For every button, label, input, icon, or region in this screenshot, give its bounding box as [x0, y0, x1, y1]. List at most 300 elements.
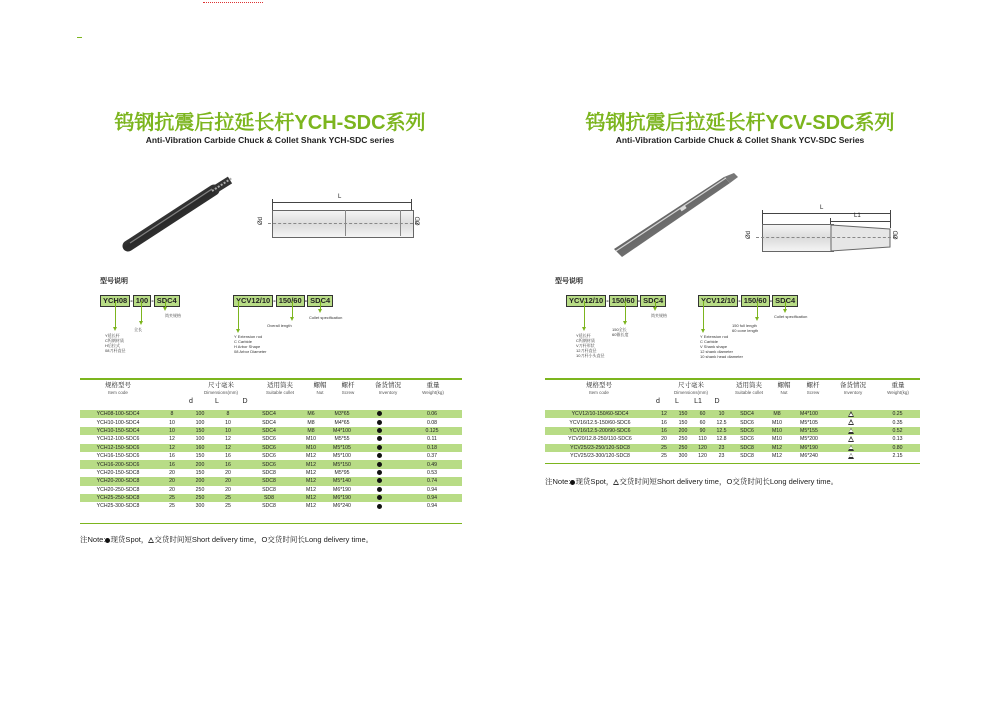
- th-weight: 重量 Weight(kg): [887, 382, 909, 395]
- right-title: 钨钢抗震后拉延长杆YCV-SDC系列: [585, 112, 895, 134]
- th-screw: 螺杆 Screw: [341, 382, 355, 395]
- table-cell: M4*100: [791, 410, 827, 418]
- table-cell: 25: [212, 494, 244, 502]
- dim-tick-right: [411, 199, 412, 210]
- table-cell: 120: [693, 444, 712, 452]
- table-cell: 20: [169, 486, 175, 493]
- table-cell: YCH16-150-SDC6: [96, 453, 140, 460]
- table-cell: 0.125: [402, 427, 462, 435]
- table-cell: SDC6: [262, 436, 276, 443]
- model-part-length: 150/60: [609, 295, 638, 307]
- ann-collet-en: Collet specification: [774, 314, 808, 319]
- ycv-product-photo: [608, 165, 748, 260]
- model-part-length: 150/60: [741, 295, 770, 307]
- right-note: 注Note: 现货Spot， 交货时间短Short delivery time，O交货时间长Long delivery time。: [545, 477, 839, 486]
- dim-tick-left: [762, 210, 763, 224]
- table-cell: [827, 410, 875, 418]
- table-cell: SDC8: [262, 503, 276, 510]
- right-subtitle: Anti-Vibration Carbide Chuck & Collet Shank YCV-SDC Series: [615, 135, 865, 145]
- model-part-prefix: YCV12/10: [233, 295, 273, 307]
- table-cell: 0.74: [402, 477, 462, 485]
- table-cell: 8: [212, 410, 244, 418]
- model-part-collet: SDC4: [640, 295, 666, 307]
- model-part-collet: SDC4: [772, 295, 798, 307]
- table-cell: 0.37: [426, 453, 438, 460]
- dim-label-d: Ød: [746, 230, 753, 240]
- table-cell: SDC6: [262, 453, 276, 460]
- ann-length-cn: 全长: [134, 327, 142, 332]
- table-cell: YCH25-300-SDC8: [96, 503, 140, 510]
- table-cell: 10: [225, 419, 231, 426]
- table-cell: YCH20-150-SDC8: [96, 469, 140, 476]
- spot-dot-icon: [377, 470, 382, 475]
- table-cell: M10: [305, 436, 317, 443]
- table-cell: 8: [156, 410, 188, 418]
- table-cell: 16: [212, 460, 244, 468]
- table-cell: 25: [169, 503, 175, 510]
- table-row: [80, 427, 462, 435]
- table-cell: SDC6: [740, 436, 754, 443]
- table-row: [80, 486, 462, 494]
- dim-line-L1: [830, 221, 890, 222]
- table-cell: 12: [169, 436, 175, 443]
- table-cell: [356, 427, 402, 435]
- table-row: [545, 452, 920, 460]
- table-cell: YCV12/10-150/60-SDC4: [545, 410, 655, 418]
- th-L: L: [675, 398, 679, 405]
- spot-dot-icon: [377, 411, 382, 416]
- table-cell: M5*155: [791, 427, 827, 435]
- table-cell: [827, 435, 875, 443]
- table-cell: M5*150: [328, 460, 356, 468]
- table-cell: SDC8: [244, 477, 294, 485]
- table-cell: YCH20-250-SDC8: [96, 486, 140, 493]
- table-cell: 150: [188, 427, 212, 435]
- table-cell: 16: [225, 453, 231, 460]
- right-model-code-2: YCV12/10 - 150/60 - SDC4: [698, 290, 798, 308]
- table-row: [80, 435, 462, 443]
- table-cell: 0.94: [402, 494, 462, 502]
- table-cell: 250: [195, 486, 205, 493]
- table-cell: M5*140: [328, 477, 356, 485]
- model-part-length: 100: [133, 295, 152, 307]
- table-cell: 90: [693, 427, 712, 435]
- table-cell: SDC8: [731, 444, 763, 452]
- table-cell: [356, 460, 402, 468]
- th-weight: 重量 Weight(kg): [422, 382, 444, 395]
- table-cell: M5*105: [800, 419, 818, 426]
- drawing-centerline: [756, 237, 896, 238]
- table-cell: SDC8: [262, 486, 276, 493]
- table-cell: 25: [156, 494, 188, 502]
- arrow-marker: [701, 329, 705, 333]
- table-cell: 12: [225, 436, 231, 443]
- table-cell: 20: [156, 477, 188, 485]
- table-cell: YCV25/23-250/120-SDC8: [545, 444, 655, 452]
- table-cell: 12: [212, 444, 244, 452]
- arrow-marker: [318, 309, 322, 313]
- table-cell: [356, 435, 402, 443]
- table-cell: 0.06: [402, 410, 462, 418]
- table-cell: [356, 410, 402, 418]
- spot-dot-icon: [377, 436, 382, 441]
- table-cell: [827, 427, 875, 435]
- table-cell: 150: [678, 419, 688, 426]
- table-cell: M8: [294, 427, 328, 435]
- arrow-marker: [113, 327, 117, 331]
- ann-collet-cn: 筒夹规格: [651, 313, 667, 318]
- legend-en: Y Extension rod C Carbide H Arbor Shape 08 Arbor Diameter: [234, 334, 267, 354]
- table-cell: M8: [763, 410, 791, 418]
- ann-length-en: 150 full length 60 cone length: [732, 323, 759, 333]
- left-spec-table: [80, 410, 462, 511]
- short-delivery-triangle-icon: [848, 453, 854, 459]
- table-cell: M6*190: [791, 444, 827, 452]
- decor-dash: [77, 37, 82, 38]
- table-cell: M6*190: [333, 486, 351, 493]
- table-cell: M5*55: [334, 436, 350, 443]
- table-cell: 100: [195, 419, 205, 426]
- table-cell: 60: [699, 419, 706, 426]
- dim-tick-left: [272, 199, 273, 210]
- table-cell: 10: [212, 427, 244, 435]
- th-D: D: [714, 398, 720, 405]
- table-cell: [356, 494, 402, 502]
- drawing-body: [272, 210, 414, 238]
- table-cell: 120: [698, 453, 707, 460]
- table-cell: 150: [195, 469, 205, 476]
- table-cell: M12: [305, 486, 317, 493]
- table-cell: M5*95: [334, 469, 350, 476]
- arrow-marker: [582, 327, 586, 331]
- table-cell: 0.08: [426, 419, 438, 426]
- dim-line-L: [762, 213, 890, 214]
- th-collet: 适用筒夹 Suitable collet: [734, 382, 764, 395]
- table-cell: M10: [763, 427, 791, 435]
- table-cell: 0.18: [402, 444, 462, 452]
- model-part-prefix: YCV12/10: [698, 295, 738, 307]
- table-cell: SDC4: [731, 410, 763, 418]
- ann-length-cn: 150全长 60锥长度: [612, 327, 629, 337]
- table-cell: 20: [225, 486, 231, 493]
- drawing-body: [762, 224, 834, 252]
- table-cell: 0.94: [426, 503, 438, 510]
- arrow-marker: [653, 307, 657, 311]
- left-model-code-2: YCV12/10 - 150/60 - SDC4: [233, 290, 333, 308]
- table-cell: [356, 452, 402, 460]
- table-cell: 12: [655, 410, 673, 418]
- table-row: [80, 494, 462, 502]
- table-cell: 10: [712, 410, 731, 418]
- legend-cn: Y延长杆 C钨钢材质 H后拉式 08刀杆直径: [105, 333, 126, 353]
- table-cell: 20: [661, 436, 667, 443]
- table-cell: 20: [225, 469, 231, 476]
- table-cell: 200: [673, 427, 693, 435]
- dim-tick-mid: [830, 218, 831, 224]
- table-cell: M5*100: [333, 453, 351, 460]
- table-cell: YCV25/23-300/120-SDC8: [570, 453, 630, 460]
- table-cell: YCH16-200-SDC6: [80, 460, 156, 468]
- table-cell: 12.5: [712, 427, 731, 435]
- table-cell: 200: [188, 477, 212, 485]
- ann-collet-en: Collet specification: [309, 315, 343, 320]
- table-cell: 10: [156, 427, 188, 435]
- table-row: [545, 418, 920, 426]
- table-cell: 0.11: [427, 436, 437, 443]
- arrow-marker: [236, 329, 240, 333]
- left-model-code-1: YCH08 - 100 - SDC4: [100, 290, 180, 308]
- table-cell: 0.25: [875, 410, 920, 418]
- decor-mark: [203, 2, 263, 5]
- table-cell: M12: [305, 453, 317, 460]
- table-cell: YCH20-200-SDC8: [80, 477, 156, 485]
- short-delivery-triangle-icon: [848, 436, 854, 442]
- table-cell: 23: [712, 444, 731, 452]
- table-cell: 25: [225, 503, 231, 510]
- table-cell: SDC4: [244, 410, 294, 418]
- th-screw: 螺杆 Screw: [806, 382, 820, 395]
- table-row: [545, 410, 920, 418]
- table-cell: SDC6: [731, 427, 763, 435]
- arrow-marker: [783, 309, 787, 313]
- spot-dot-icon: [377, 504, 382, 509]
- short-delivery-triangle-icon: [613, 479, 619, 485]
- table-row: [80, 410, 462, 418]
- table-cell: SDC6: [244, 444, 294, 452]
- table-cell: 0.13: [892, 436, 903, 443]
- table-cell: 20: [169, 469, 175, 476]
- table-cell: 110: [698, 436, 707, 443]
- ych-product-photo: [118, 168, 243, 258]
- dim-label-d: Ød: [258, 216, 265, 226]
- table-cell: 16: [169, 453, 175, 460]
- table-cell: 100: [188, 410, 212, 418]
- table-cell: 0.35: [892, 419, 903, 426]
- table-cell: SD8: [244, 494, 294, 502]
- table-cell: M12: [294, 477, 328, 485]
- table-row: [545, 444, 920, 452]
- arrow-marker: [139, 321, 143, 325]
- arrow-marker: [163, 307, 167, 311]
- drawing-end-cap: [400, 210, 413, 236]
- table-row: [80, 444, 462, 452]
- table-cell: M12: [305, 469, 317, 476]
- table-cell: M6*240: [800, 453, 818, 460]
- left-note: 注Note: 现货Spot， 交货时间短Short delivery time，O交货时间长Long delivery time。: [80, 535, 374, 544]
- table-cell: 250: [673, 444, 693, 452]
- right-model-code-1: YCV12/10 - 150/60 - SDC4: [566, 290, 666, 308]
- table-cell: [827, 452, 875, 460]
- th-item-code: 规格型号 Item code: [586, 382, 612, 395]
- dim-label-L1: L1: [854, 213, 861, 219]
- table-cell: SDC8: [262, 469, 276, 476]
- table-cell: 0.80: [875, 444, 920, 452]
- table-cell: 300: [678, 453, 688, 460]
- table-row: [80, 418, 462, 426]
- ann-collet-cn: 筒夹规格: [165, 313, 181, 318]
- table-cell: 0.53: [426, 469, 438, 476]
- table-cell: M10: [294, 444, 328, 452]
- short-delivery-triangle-icon: [848, 419, 854, 425]
- table-cell: 0.52: [875, 427, 920, 435]
- table-cell: M3*65: [328, 410, 356, 418]
- table-cell: YCV16/12.5-150/60-SDC6: [569, 419, 631, 426]
- table-cell: YCH10-100-SDC4: [96, 419, 140, 426]
- table-cell: SDC6: [740, 419, 754, 426]
- table-cell: YCH10-150-SDC4: [80, 427, 156, 435]
- table-cell: 2.15: [892, 453, 903, 460]
- connector: [115, 301, 116, 329]
- th-L: L: [215, 398, 219, 405]
- arrow-marker: [290, 317, 294, 321]
- drawing-centerline: [268, 223, 418, 224]
- legend-cn: Y延长杆 C钨钢材质 V刀杆形状 12刀杆直径 10刀杆小头直径: [576, 333, 605, 358]
- th-item-code: 规格型号 Item code: [105, 382, 131, 395]
- th-inventory: 备货情况 Inventory: [375, 382, 401, 395]
- table-cell: 25: [661, 453, 667, 460]
- table-row: [80, 502, 462, 510]
- table-cell: SDC4: [262, 419, 276, 426]
- table-cell: 100: [195, 436, 205, 443]
- table-cell: M6*240: [333, 503, 351, 510]
- drawing-cone: [830, 224, 892, 252]
- right-table-bottom-rule: [545, 463, 920, 464]
- model-part-prefix: YCH08: [100, 295, 130, 307]
- table-cell: [356, 418, 402, 426]
- table-cell: 0.49: [402, 460, 462, 468]
- left-title: 钨钢抗震后拉延长杆YCH-SDC系列: [114, 112, 426, 134]
- spot-dot-icon: [377, 420, 382, 425]
- left-model-section-label: 型号说明: [100, 278, 128, 285]
- table-cell: SDC4: [244, 427, 294, 435]
- spot-dot-icon: [377, 487, 382, 492]
- dim-label-D: ØD: [893, 230, 900, 240]
- short-delivery-triangle-icon: [848, 428, 854, 434]
- th-D: D: [242, 398, 248, 405]
- th-d: d: [189, 398, 193, 405]
- table-cell: [356, 444, 402, 452]
- dim-tick-right: [890, 210, 891, 228]
- connector: [625, 301, 626, 323]
- ann-length-en: Overall length: [267, 323, 292, 328]
- left-table-bottom-rule: [80, 523, 462, 524]
- table-cell: 25: [655, 444, 673, 452]
- dim-label-L: L: [338, 194, 342, 200]
- short-delivery-triangle-icon: [848, 445, 854, 451]
- model-part-collet: SDC4: [154, 295, 180, 307]
- table-row: [80, 469, 462, 477]
- table-cell: 12.8: [716, 436, 727, 443]
- table-cell: M12: [763, 444, 791, 452]
- table-cell: M8: [307, 419, 315, 426]
- table-cell: SDC8: [740, 453, 754, 460]
- table-row: [545, 427, 920, 435]
- table-cell: YCH12-150-SDC6: [80, 444, 156, 452]
- th-inventory: 备货情况 Inventory: [840, 382, 866, 395]
- spot-dot-icon: [377, 478, 382, 483]
- table-cell: M5*105: [328, 444, 356, 452]
- table-cell: M12: [305, 503, 317, 510]
- table-cell: [356, 486, 402, 494]
- th-nut: 螺帽 Nut: [777, 382, 791, 395]
- th-dimensions: 尺寸毫米 Dimensions(mm): [203, 382, 238, 395]
- short-delivery-triangle-icon: [848, 411, 854, 417]
- spot-dot-icon: [377, 462, 382, 467]
- spot-dot-icon: [377, 428, 382, 433]
- table-cell: [356, 477, 402, 485]
- table-cell: M12: [771, 453, 783, 460]
- table-cell: 12: [156, 444, 188, 452]
- drawing-joint: [345, 210, 346, 236]
- table-cell: 16: [156, 460, 188, 468]
- table-cell: M4*65: [334, 419, 350, 426]
- table-cell: [827, 444, 875, 452]
- table-cell: M6: [294, 410, 328, 418]
- th-dimensions: 尺寸毫米 Dimensions(mm): [673, 382, 708, 395]
- table-row: [80, 460, 462, 468]
- table-cell: [356, 502, 402, 510]
- dim-line-L: [272, 202, 412, 203]
- dim-label-L: L: [820, 205, 824, 211]
- dim-label-D: ØD: [415, 216, 422, 226]
- table-cell: YCV16/12.5-200/90-SDC6: [545, 427, 655, 435]
- table-cell: 150: [673, 410, 693, 418]
- table-cell: M10: [771, 419, 783, 426]
- table-cell: M6*190: [328, 494, 356, 502]
- right-model-section-label: 型号说明: [555, 278, 583, 285]
- th-collet: 适用筒夹 Suitable collet: [265, 382, 295, 395]
- table-cell: 160: [188, 444, 212, 452]
- model-part-length: 150/60: [276, 295, 305, 307]
- table-cell: YCH25-250-SDC8: [80, 494, 156, 502]
- right-spec-table: [545, 410, 920, 460]
- table-cell: [827, 418, 875, 426]
- left-subtitle: Anti-Vibration Carbide Chuck & Collet Shank YCH-SDC series: [145, 135, 395, 145]
- short-delivery-triangle-icon: [148, 537, 154, 543]
- table-cell: 20: [212, 477, 244, 485]
- connector: [703, 301, 704, 331]
- model-part-prefix: YCV12/10: [566, 295, 606, 307]
- spot-dot-icon: [377, 453, 382, 458]
- table-cell: 250: [678, 436, 688, 443]
- table-row: [80, 452, 462, 460]
- table-cell: 23: [718, 453, 725, 460]
- th-L1: L1: [694, 398, 702, 405]
- table-cell: 300: [195, 503, 205, 510]
- table-cell: M10: [771, 436, 783, 443]
- connector: [238, 301, 239, 331]
- arrow-marker: [623, 321, 627, 325]
- table-cell: 16: [655, 427, 673, 435]
- table-cell: 16: [661, 419, 667, 426]
- table-cell: M4*100: [328, 427, 356, 435]
- table-cell: 0.94: [426, 486, 438, 493]
- table-cell: YCV20/12.8-250/110-SDC6: [568, 436, 632, 443]
- th-nut: 螺帽 Nut: [313, 382, 327, 395]
- table-cell: YCH12-100-SDC6: [96, 436, 140, 443]
- arrow-marker: [755, 317, 759, 321]
- table-row: [545, 435, 920, 443]
- table-cell: M12: [294, 460, 328, 468]
- table-cell: SDC6: [244, 460, 294, 468]
- table-cell: 60: [693, 410, 712, 418]
- connector: [141, 301, 142, 323]
- legend-en: Y Extension rod C Carbide V Shank shape 12 shank diameter 10 shank head diameter: [700, 334, 743, 359]
- table-cell: [356, 469, 402, 477]
- table-cell: 12.5: [716, 419, 727, 426]
- table-cell: 10: [169, 419, 175, 426]
- connector: [584, 301, 585, 329]
